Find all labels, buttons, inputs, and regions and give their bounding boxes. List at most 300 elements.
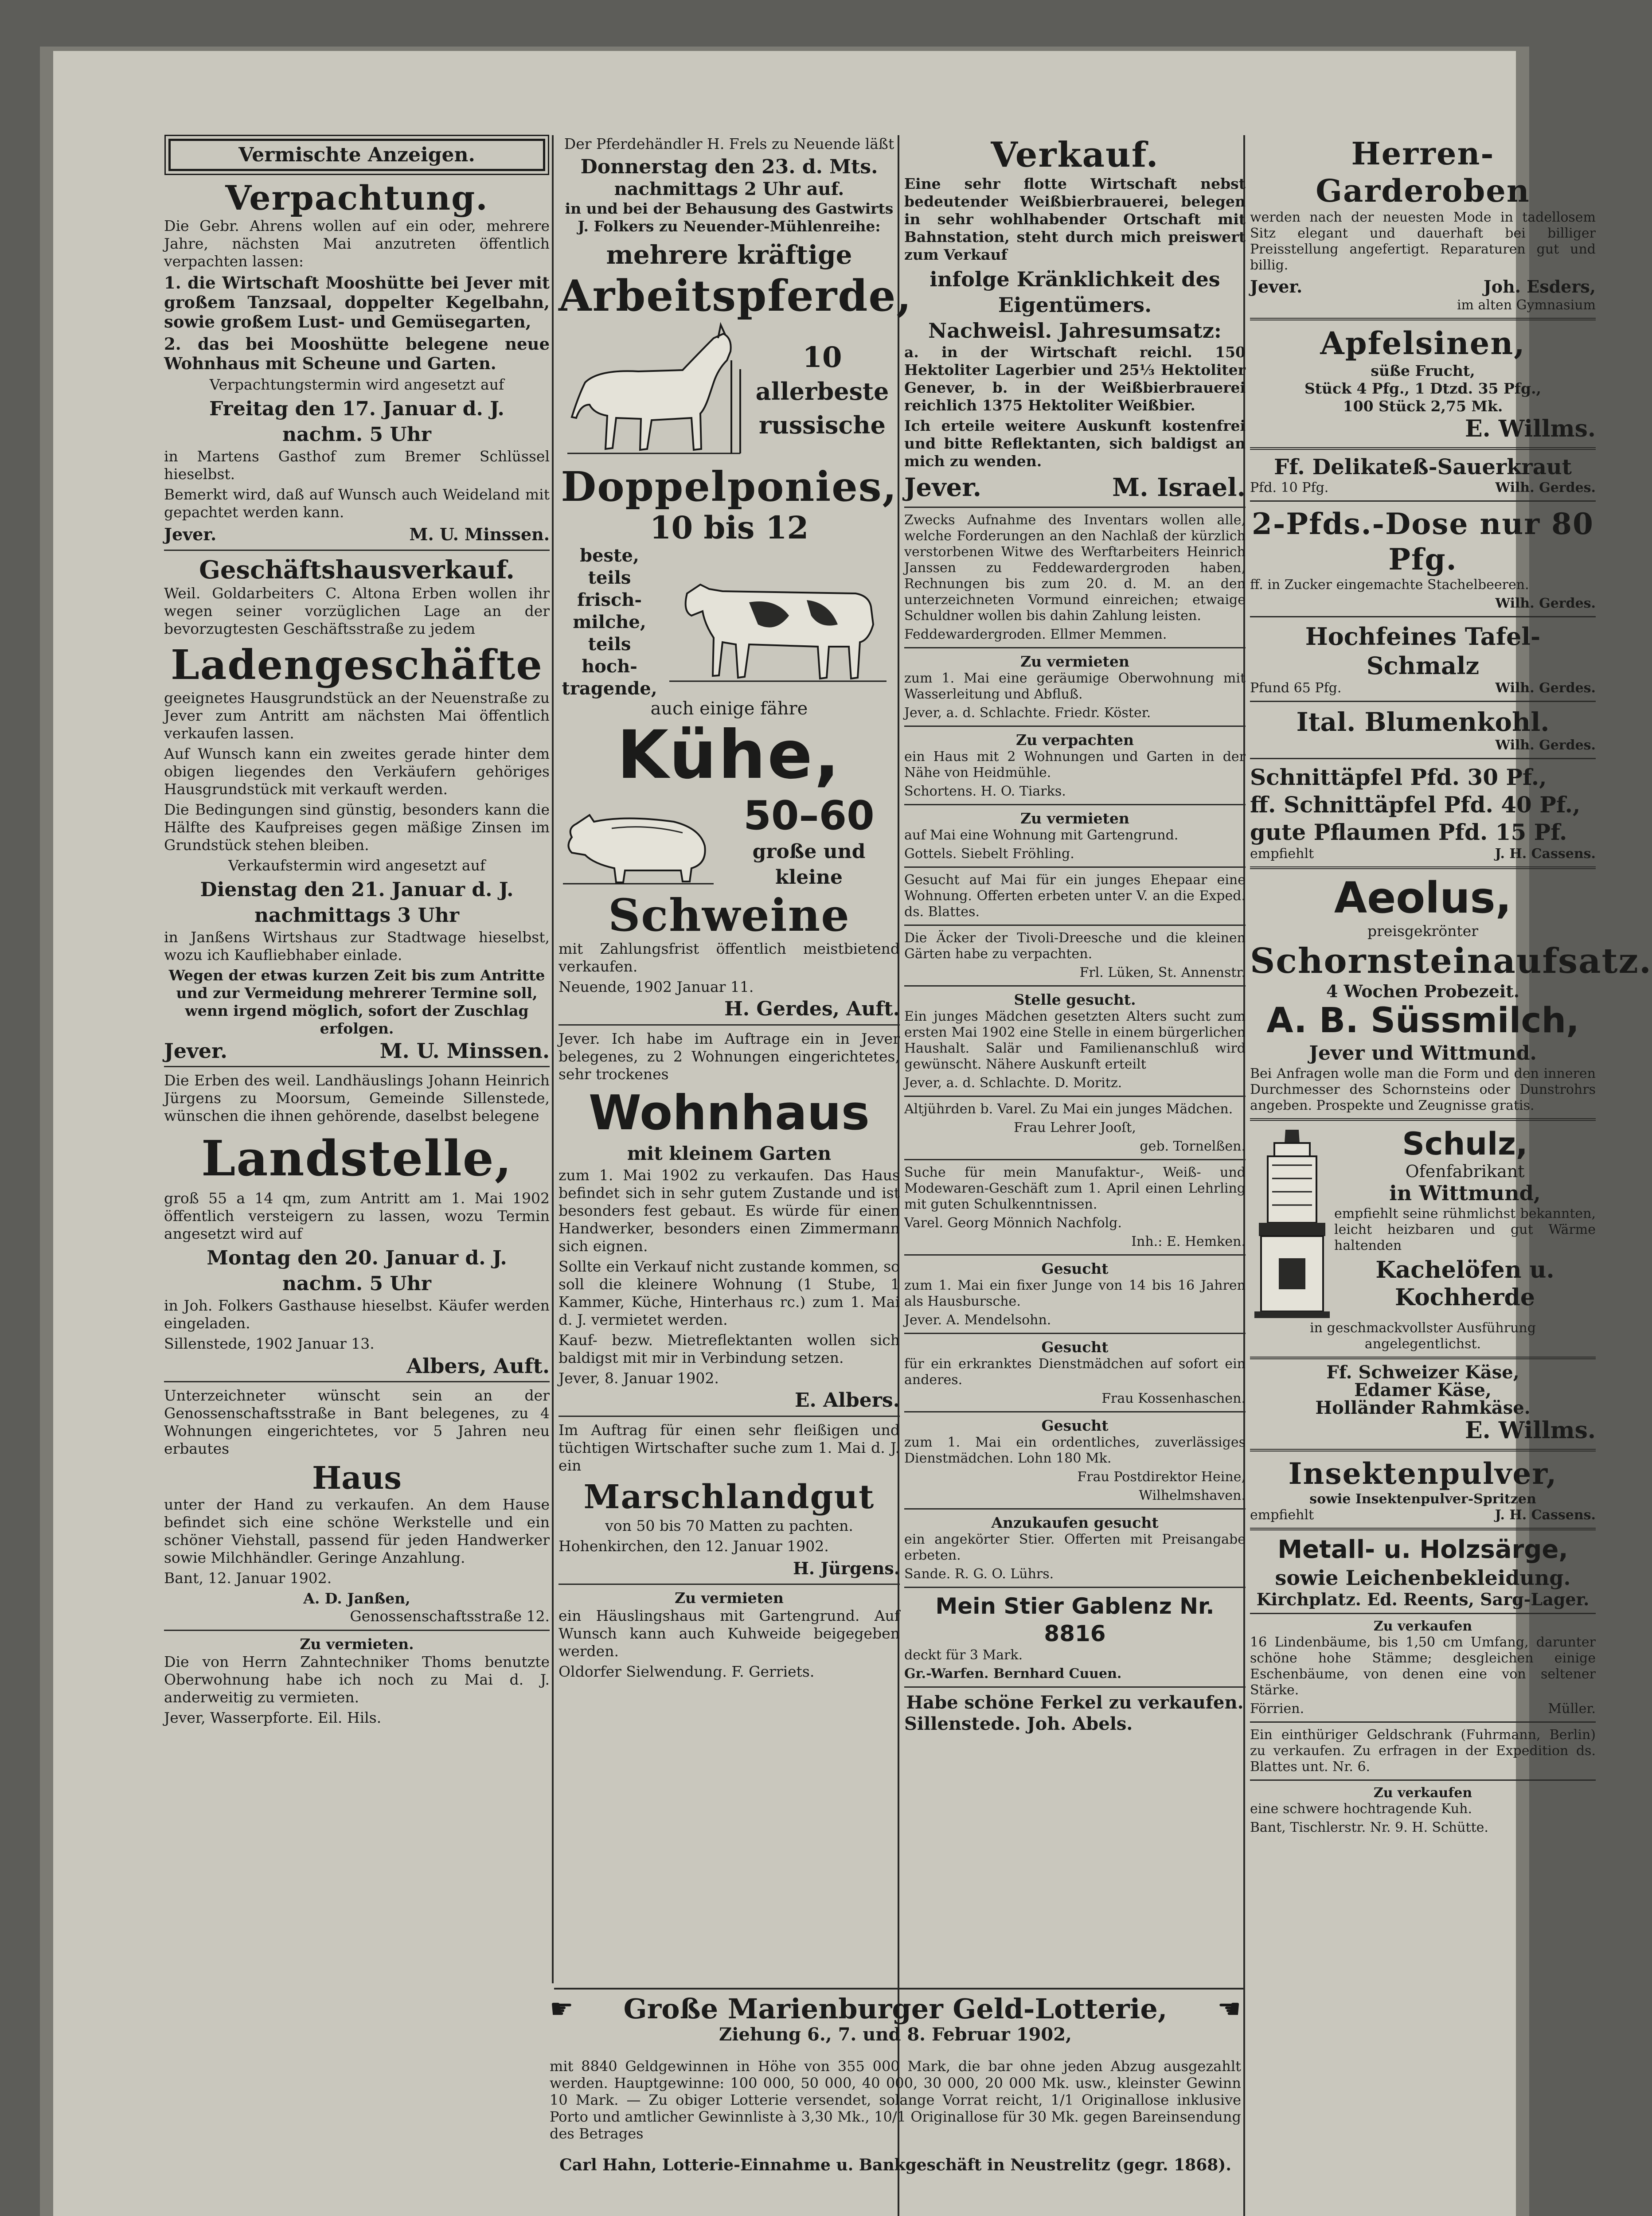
sig-name: Wilh. Gerdes. [1495,680,1596,696]
ad-title: Geschäftshausverkauf. [199,555,515,585]
ad-signature: Schortens. H. O. Tiarks. [904,784,1066,799]
ad-nachlass [904,512,1246,643]
ad-signature: Frau Lehrer Jooſt, [1014,1120,1136,1135]
ad-subheadline: Ziehung 6., 7. und 8. Februar 1902, [719,2024,1072,2045]
ad-line: gute Pflaumen Pfd. 15 Pf. [1250,819,1567,845]
ad-gesucht-3 [904,1417,1246,1504]
sig-name: E. Albers. [794,1389,900,1412]
ad-line: tragende, [562,678,657,699]
ad-line: Ff. Schweizer Käse, [1326,1362,1519,1383]
ad-signature-sub: geb. Tornelßen. [1140,1139,1246,1154]
ad-dateline: Hohenkirchen, den 12. Januar 1902. [558,1537,829,1555]
ad-title: Zu verkaufen [1373,1619,1472,1634]
ad-date: Freitag den 17. Januar d. J. [209,398,504,420]
ad-divider [164,1630,550,1631]
ad-firm: A. B. Süssmilch, [1266,1001,1579,1041]
ad-divider [1250,866,1596,869]
ad-text: 2. das bei Mooshütte belegene neue Wohnhaus mit Scheune und Garten. [164,334,550,373]
ad-divider [1250,1118,1596,1121]
ad-title: Verpachtung. [225,178,488,218]
ad-title: Zu vermieten [1020,810,1129,827]
ad-geschaeftshausverkauf [164,555,550,1061]
ad-line: 10 bis 12 [649,509,809,546]
ad-blumenkohl [1250,706,1596,753]
ad-title: Apfelsinen, [1320,325,1526,362]
ad-text: in Janßens Wirtshaus zur Stadtwage hieselbst, wozu ich Kaufliebhaber einlade. [164,929,550,964]
ad-text: Wegen der etwas kurzen Zeit bis zum Antritte und zur Vermeidung mehrerer Termine soll, wenn irgend möglich, sofort der Zuschlag erfolgen. [168,967,545,1037]
ad-row [1250,1507,1596,1523]
ad-text: von 50 bis 70 Matten zu pachten. [605,1517,853,1534]
ad-kaese [1250,1364,1596,1444]
ad-signature-sub: Genossenschaftsstraße 12. [350,1607,550,1625]
ad-text: Verpachtungstermin wird angesetzt auf [209,376,504,393]
ad-haus [164,1387,550,1625]
ad-text: ein Häuslingshaus mit Gartengrund. Auf Wunsch kann auch Kuhweide beigegeben werden. [558,1607,900,1660]
ad-line: beste, [580,545,639,566]
ad-text: ein angekörter Stier. Offerten mit Preisangabe erbeten. [904,1532,1246,1563]
sig-name: M. U. Minssen. [409,524,550,544]
ad-text: für ein erkranktes Dienstmädchen auf sofort ein anderes. [904,1356,1246,1388]
ad-text: Auf Wunsch kann ein zweites gerade hinter dem obigen liegendes den Verkäufern gehöriges Hausgrundstück mit verkauft werden. [164,745,550,798]
ad-text: Im Auftrag für einen sehr fleißigen und tüchtigen Wirtschafter suche zum 1. Mai d. J. ein [558,1421,900,1474]
ad-signature: Frl. Lüken, St. Annenstr. [1079,965,1246,980]
ad-kuh [1250,1785,1596,1836]
ad-time: nachmittags 3 Uhr [254,904,460,927]
tile-stove-illustration [1250,1125,1334,1320]
ad-divider [904,925,1246,926]
ad-altjuehrden [904,1101,1246,1155]
ad-text: Die von Herrn Zahntechniker Thoms benutzte Oberwohnung habe ich noch zu Mai d. J. anderweitig zu vermieten. [164,1653,550,1706]
ad-title: Metall- u. Holzsärge, [1277,1535,1568,1564]
ad-line: große und kleine [752,840,866,889]
ad-stier-gesucht [904,1514,1246,1582]
section-title: Vermischte Anzeigen. [168,139,545,171]
ad-signature: Jever, a. d. Schlachte. Friedr. Köster. [904,705,1151,721]
ad-text: in Joh. Folkers Gasthause hieselbst. Käufer werden eingeladen. [164,1297,550,1332]
ad-title: Zu vermieten [1020,653,1129,670]
ad-text: in und bei der Behausung des Gastwirts J. Folkers zu Neuender-Mühlenreihe: [565,200,894,235]
ad-tivoli [904,930,1246,981]
ad-divider [1250,758,1596,759]
ad-signature [164,1355,550,1377]
ad-time: nachm. 5 Uhr [282,423,431,446]
ad-divider [904,507,1246,508]
ad-text: zum 1. Mai 1902 zu verkaufen. Das Haus befindet sich in sehr gutem Zustande und ist besonders fest gebaut. Es würde für einen Handwerker, besonders einen Zimmermann sich eignen. [558,1167,900,1255]
ad-apfelsinen [1250,325,1596,443]
ad-subheadline: preisgekrönter [1367,922,1479,940]
cow-block [558,545,900,700]
ad-text: eine schwere hochtragende Kuh. [1250,1801,1472,1817]
ad-geldschrank [1250,1727,1596,1775]
ad-dateline: Jever, 8. Januar 1902. [558,1369,719,1387]
ad-signature: Sande. R. G. O. Lührs. [904,1566,1054,1582]
ad-price: Pfund 65 Pfg. [1250,680,1342,696]
ad-gesucht-1 [904,1260,1246,1328]
ad-signature [164,524,550,545]
ad-signature [558,1558,900,1579]
ad-title: Schulz, [1402,1126,1528,1162]
ad-subheadline: infolge Kränklichkeit des Eigentümers. [929,267,1220,317]
ad-signature [1250,276,1596,297]
ad-signature: A. D. Janßen, [303,1590,410,1607]
ad-title: Gesucht [1041,1338,1109,1356]
ad-signature: Carl Hahn, Lotterie-Einnahme u. Bankgeschäft in Neustrelitz (gegr. 1868). [559,2156,1231,2174]
ad-dateline: Sillenstede, 1902 Januar 13. [164,1335,375,1352]
ad-lottery [550,1992,1241,2174]
horse-text [745,341,900,442]
ad-wohnhaus [558,1030,900,1411]
ad-headline: Marschlandgut [583,1478,875,1516]
pointing-hand-icon: ☚ [1217,1994,1241,2025]
ad-zu-vermieten-2 [904,810,1246,862]
sig-name: M. Israel. [1112,473,1246,502]
ad-line: Schnittäpfel Pfd. 30 Pf., [1250,764,1547,790]
column-3 [904,135,1246,2216]
sig-place: Jever. [904,473,982,502]
ad-signature: Wilh. Gerdes. [1495,596,1596,611]
ad-wohnung-gesucht [904,872,1246,920]
ad-title: Verkauf. [991,135,1159,175]
ad-line: teils hoch- [582,634,637,677]
ad-text: mit Zahlungsfrist öffentlich meistbietend verkaufen. [558,940,900,975]
ad-text: ein Haus mit 2 Wohnungen und Garten in der Nähe von Heidmühle. [904,749,1246,780]
sig-place: empfiehlt [1250,846,1314,862]
ad-signature [558,1390,900,1411]
ad-signature-sub: im alten Gymnasium [1457,297,1596,313]
sig-place: empfiehlt [1250,1507,1314,1523]
ad-zu-verpachten [904,731,1246,800]
horse-block [558,320,900,462]
ad-text: ff. in Zucker eingemachte Stachelbeeren. [1250,577,1529,593]
cow-text [558,545,660,700]
ad-title: Insektenpulver, [1288,1456,1558,1491]
horse-illustration [558,320,745,462]
ad-signature: Frau Postdirektor Heine, [1077,1469,1246,1485]
ad-text: a. in der Wirtschaft reichl. 150 Hektoliter Lagerbier und 25⅓ Hektoliter Genever, b. in der Weißbierbrauerei reichlich 1375 Hektoliter Weißbier. [904,343,1246,414]
ad-text: Sollte ein Verkauf nicht zustande kommen, so soll die kleinere Wohnung (1 Stube, 1 Kammer, Küche, Hinterhaus rc.) zum 1. Mai d. J. vermietet werden. [558,1258,900,1328]
sig-place: Förrien. [1250,1701,1304,1717]
sig-name: Müller. [1548,1701,1596,1717]
ad-text: Zwecks Aufnahme des Inventars wollen alle, welche Forderungen an den Nachlaß der kürzlich verstorbenen Witwe des Werftarbeiters Heinrich Janssen zu Feddewardergroden haben, Rechnungen bis zum 20. d. M. an den unterzeichneten Vormund einreichen; etwaige Schuldner wollen bis dahin Zahlung leisten. [904,512,1246,624]
ad-signature: Wilh. Gerdes. [1495,737,1596,753]
ad-date: Donnerstag den 23. d. Mts. [580,156,878,178]
ad-line: ff. Schnittäpfel Pfd. 40 Pf., [1250,792,1581,818]
ad-divider [558,1024,900,1026]
ad-marschlandgut [558,1421,900,1579]
ad-divider [904,804,1246,805]
ad-insektenpulver [1250,1456,1596,1523]
lottery-top-rule [554,1988,1243,1990]
ad-dateline: Neuende, 1902 Januar 11. [558,978,754,995]
ad-signature: Bant, Tischlerstr. Nr. 9. H. Schütte. [1250,1820,1488,1835]
ad-title: Ff. Delikateß-Sauerkraut [1274,455,1572,480]
ad-divider [1250,318,1596,320]
ad-text: sowie Insektenpulver-Spritzen [1309,1491,1536,1507]
ad-schnittaepfel [1250,764,1596,862]
ad-divider [1250,1449,1596,1451]
ad-title: Zu vermieten. [300,1635,414,1653]
schulz-block [1250,1125,1596,1320]
ad-text: in geschmackvollster Ausführung angelegentlichst. [1310,1320,1536,1352]
ad-divider [164,550,550,551]
ad-signature: Gottels. Siebelt Fröhling. [904,846,1074,862]
column-1 [164,135,550,2216]
ad-text: Jever. Ich habe im Auftrage ein in Jever belegenes, zu 2 Wohnungen eingerichtetes, sehr trockenes [558,1030,900,1083]
ad-title: Ital. Blumenkohl. [1296,707,1550,737]
ad-line: 10 [802,341,842,374]
sig-name: M. U. Minssen. [379,1039,550,1063]
ad-text: zum 1. Mai eine geräumige Oberwohnung mit Wasserleitung und Abfluß. [904,671,1246,702]
ad-title: Zu vermieten [675,1589,784,1607]
sig-place: Jever. [164,524,217,544]
ad-divider [904,866,1246,868]
sig-name: Albers, Auft. [406,1354,550,1378]
ad-text: Altjührden b. Varel. Zu Mai ein junges Mädchen. [904,1101,1233,1117]
ad-row [1250,680,1596,696]
ad-divider [1250,1357,1596,1359]
ad-signature: Varel. Georg Mönnich Nachfolg. [904,1215,1122,1231]
ad-text: empfiehlt seine rühmlichst bekannten, leicht heizbaren und gut Wärme haltenden [1334,1206,1596,1253]
ad-divider [1250,447,1596,450]
ad-text: Verkaufstermin wird angesetzt auf [228,857,486,874]
ad-title: Anzukaufen gesucht [991,1514,1159,1531]
ad-divider [904,1159,1246,1160]
newspaper-page [53,51,1652,2216]
ad-signature: Kirchplatz. Ed. Reents, Sarg-Lager. [1256,1589,1590,1609]
column-rule [552,135,554,1983]
sig-name: Joh. Esders, [1483,277,1596,297]
ad-row [1250,480,1596,496]
ad-zu-vermieten [164,1635,550,1727]
ad-divider [904,1254,1246,1256]
ad-signature-sub: Wilhelmshaven. [1139,1488,1246,1503]
ad-divider [904,647,1246,648]
sig-name: E. Willms. [1465,415,1596,442]
ad-signature-sub: Inh.: E. Hemken. [1131,1234,1246,1249]
ad-lindenbaeume [1250,1619,1596,1717]
ad-signature: Oldorfer Sielwendung. F. Gerriets. [558,1663,815,1680]
ad-haeuslingshaus [558,1589,900,1681]
ad-divider [1250,1779,1596,1781]
ad-text: Suche für mein Manufaktur-, Weiß- und Modewaren-Geschäft zum 1. April einen Lehrling mit guten Schulkenntnissen. [904,1165,1246,1212]
ad-text: Die Erben des weil. Landhäuslings Johann Heinrich Jürgens zu Moorsum, Gemeinde Sillenstede, wünschen die ihnen gehörende, daselbst belegene [164,1072,550,1124]
ad-text: Weil. Goldarbeiters C. Altona Erben wollen ihr wegen seiner vorzüglichen Lage an der bevorzugtesten Geschäftsstraße zu jedem [164,585,550,637]
ad-line: Holländer Rahmkäse. [1315,1397,1531,1418]
ad-title: Große Marienburger Geld-Lotterie, [623,1993,1168,2025]
ad-headline: Arbeitspferde, [558,271,912,321]
ad-text: Unterzeichneter wünscht sein an der Genossenschaftsstraße in Bant belegenes, zu 4 Wohnungen eingerichtetes, vor 5 Jahren neu erbautes [164,1387,550,1457]
ad-headline: Kühe, [617,717,841,794]
ad-text: Bemerkt wird, daß auf Wunsch auch Weideland mit gepachtet werden kann. [164,486,550,521]
ad-headline: Wohnhaus [588,1085,870,1141]
ad-headline: Schweine [608,889,850,941]
ad-subheadline: mit kleinem Garten [627,1143,832,1164]
ad-divider [1250,701,1596,702]
sig-name: J. H. Cassens. [1495,1507,1596,1523]
ad-divider [1250,1613,1596,1614]
ad-verkauf [904,135,1246,502]
ad-line: 50–60 [743,792,875,839]
ad-headline: Habe schöne Ferkel zu verkaufen. [906,1692,1244,1713]
ad-lehrling [904,1165,1246,1250]
ad-signature: Gr.-Warfen. Bernhard Cuuen. [904,1666,1122,1682]
pointing-hand-icon: ☛ [550,1994,574,2025]
ad-divider [164,1066,550,1067]
ad-signature [558,999,900,1020]
ad-stelle-gesucht [904,991,1246,1091]
ad-title: Gesucht [1041,1417,1109,1434]
ad-text: auf Mai eine Wohnung mit Gartengrund. [904,827,1179,843]
ad-text: zum 1. Mai ein fixer Junge von 14 bis 16 Jahren als Hausbursche. [904,1278,1246,1309]
ad-divider [904,1333,1246,1334]
ad-text: Gesucht auf Mai für ein junges Ehepaar eine Wohnung. Offerten erbeten unter V. an die Exped. ds. Blattes. [904,872,1246,920]
ad-verpachtung [164,179,550,545]
ad-line: auch einige fähre [650,698,808,719]
ad-line: russische [759,411,886,439]
ad-headline: Doppelponies, [561,463,898,511]
ad-price: 100 Stück 2,75 Mk. [1343,398,1503,415]
ad-date: Montag den 20. Januar d. J. [207,1247,507,1269]
ad-subheadline: sowie Leichenbekleidung. [1275,1566,1571,1590]
ad-text: 16 Lindenbäume, bis 1,50 cm Umfang, darunter schöne hohe Stämme; desgleichen einige Eschenbäume, von denen eine von seltener Stärke. [1250,1635,1596,1698]
ad-price: Stück 4 Pfg., 1 Dtzd. 35 Pfg., [1304,380,1542,397]
ad-stier-gablenz [904,1592,1246,1682]
ad-text: Ein junges Mädchen gesetzten Alters sucht zum ersten Mai 1902 eine Stelle in einem bürgerlichen Haushalt. Salär und Familienanschluß wird gewünscht. Nähere Auskunft erteilt [904,1009,1246,1072]
ad-aeolus [1250,873,1652,1114]
sig-name: H. Jürgens. [793,1558,900,1578]
ad-text: 4 Wochen Probezeit. [1326,981,1520,1001]
ad-text: zum 1. Mai ein ordentliches, zuverlässiges Dienstmädchen. Lohn 180 Mk. [904,1435,1246,1466]
ad-ferkel [904,1692,1246,1735]
ad-divider [904,1686,1246,1688]
ad-headline: Landstelle, [201,1130,513,1187]
sig-name: E. Willms. [1465,1417,1596,1444]
ad-signature: Jever, a. d. Schlachte. D. Moritz. [904,1075,1122,1091]
ad-line: Edamer Käse, [1354,1380,1492,1401]
ad-signature [904,473,1246,502]
ad-signature: Feddewardergroden. Ellmer Memmen. [904,627,1167,642]
ad-divider [1250,616,1596,617]
pig-block [558,793,900,890]
sig-name: H. Gerdes, Auft. [724,998,900,1020]
ad-date: Dienstag den 21. Januar d. J. [200,878,514,901]
ad-text: werden nach der neuesten Mode in tadellosem Sitz elegant und dauerhaft bei billiger Preisstellung angefertigt. Reparaturen gut und billig. [1250,210,1596,273]
ad-text: deckt für 3 Mark. [904,1647,1023,1663]
ad-row [1250,846,1596,862]
ad-divider [904,726,1246,727]
ad-line: mehrere kräftige [606,240,852,270]
ad-herren-garderoben [1250,135,1596,313]
cow-illustration [660,558,891,687]
ad-headline: Kachelöfen u. Kochherde [1375,1256,1554,1311]
ad-title: 2-Pfds.-Dose nur 80 Pfg. [1252,507,1594,577]
ad-time: nachm. 5 Uhr [282,1272,431,1295]
ad-divider [904,1096,1246,1097]
ad-line: allerbeste [755,377,889,406]
ad-title: Stelle gesucht. [1014,991,1136,1008]
ad-tafel-schmalz [1250,622,1596,696]
ad-headline: Ladengeschäfte [171,641,543,689]
ad-divider [904,1508,1246,1510]
ad-title: Hochfeines Tafel-Schmalz [1305,622,1541,680]
ad-text: Ich erteile weitere Auskunft kostenfrei und bitte Reflektanten, sich baldigst an mich zu wenden. [904,417,1246,470]
ad-title: Aeolus, [1334,873,1512,923]
ad-price: Pfd. 10 Pfg. [1250,480,1329,495]
ad-line: teils frisch- [577,567,642,610]
schulz-text [1334,1125,1596,1320]
ad-text: Die Bedingungen sind günstig, besonders kann die Hälfte des Kaufpreises gegen mäßige Zinsen im Grundstück stehen bleiben. [164,801,550,854]
ad-stachelbeeren [1250,506,1596,612]
ad-place: Jever und Wittmund. [1309,1042,1537,1065]
ad-text: Die Gebr. Ahrens wollen auf ein oder, mehrere Jahre, nächsten Mai anzutreten öffentlich verpachten lassen: [164,217,550,270]
ad-title: Zu verkaufen [1373,1785,1472,1801]
ad-headline: Mein Stier Gablenz Nr. 8816 [935,1593,1215,1646]
ad-time: nachmittags 2 Uhr auf. [614,179,844,199]
sig-place: Jever. [1250,277,1303,297]
ad-headline: Schornsteinaufsatz. [1250,941,1652,981]
ad-subheadline: Nachweisl. Jahresumsatz: [928,319,1222,343]
column-4 [1250,135,1652,2216]
ad-title: Zu verpachten [1016,731,1134,749]
ad-text: Die Äcker der Tivoli-Dreesche und die kleinen Gärten habe zu verpachten. [904,930,1246,962]
lottery-header [550,1992,1241,2026]
ad-divider [1250,500,1596,502]
ad-place: in Wittmund, [1389,1181,1541,1205]
ad-signature [1250,1417,1596,1444]
sig-name: J. H. Cassens. [1495,846,1596,862]
ad-row [1250,1701,1596,1717]
ad-subheadline: Ofenfabrikant [1405,1162,1525,1181]
ad-text: Kauf- bezw. Mietreflektanten wollen sich baldigst mit mir in Verbindung setzen. [558,1331,900,1366]
ad-dateline: Bant, 12. Januar 1902. [164,1569,332,1587]
ad-gesucht-2 [904,1338,1246,1407]
ad-signature [1250,415,1596,443]
ad-divider [1250,1528,1596,1530]
ad-divider [904,1587,1246,1588]
ad-signature: Jever. A. Mendelsohn. [904,1312,1051,1328]
ad-saerge [1250,1535,1596,1608]
ad-title: Herren-Garderoben [1316,135,1530,209]
ad-text: Eine sehr flotte Wirtschaft nebst bedeutender Weißbierbrauerei, belegen in sehr wohlhabender Ortschaft mit Bahnstation, steht durch mich preiswert zum Verkauf [904,175,1246,263]
ad-signature: Jever, Wasserpforte. Eil. Hils. [164,1709,382,1726]
ad-text: geeignetes Hausgrundstück an der Neuenstraße zu Jever zum Antritt am nächsten Mai öffentlich verkaufen lassen. [164,689,550,742]
ad-signature: Sillenstede. Joh. Abels. [904,1713,1133,1734]
ad-text: Ein einthüriger Geldschrank (Fuhrmann, Berlin) zu verkaufen. Zu erfragen in der Expedition ds. Blattes unt. Nr. 6. [1250,1727,1596,1775]
ad-zu-vermieten-1 [904,653,1246,721]
ad-divider [558,1416,900,1417]
ad-pferdehaendler [558,135,912,1020]
ad-schulz [1250,1125,1596,1352]
ad-text: groß 55 a 14 qm, zum Antritt am 1. Mai 1902 öffentlich versteigern zu lassen, wozu Termin angesetzt wird auf [164,1190,550,1242]
ad-text: Bei Anfragen wolle man die Form und den inneren Durchmesser des Schornsteins oder Dunstrohrs angeben. Prospekte und Zeugnisse gratis. [1250,1066,1596,1113]
ad-text: unter der Hand zu verkaufen. An dem Hause befindet sich eine schöne Werkstelle und ein schöner Viehstall, passend für jeden Handwerker sowie Milchhändler. Geringe Anzahlung. [164,1496,550,1566]
ad-divider [904,1411,1246,1412]
ad-text: 1. die Wirtschaft Mooshütte bei Jever mit großem Tanzsaal, doppelter Kegelbahn, sowie großem Lust- und Gemüsegarten, [164,273,550,332]
ad-signature: Frau Kossenhaschen. [1101,1391,1246,1406]
ad-divider [558,1584,900,1585]
ad-text: Der Pferdehändler H. Frels zu Neuende läßt [564,135,894,152]
column-2 [558,135,912,1983]
ad-divider [164,1381,550,1382]
ad-sauerkraut [1250,454,1596,496]
pig-illustration [558,797,718,886]
ad-text: in Martens Gasthof zum Bremer Schlüssel hieselbst. [164,448,550,483]
ad-subheadline: süße Frucht, [1371,362,1475,379]
ad-signature [164,1040,550,1061]
sig-place: Jever. [164,1039,228,1063]
ad-divider [904,985,1246,987]
ad-landstelle [164,1072,550,1377]
